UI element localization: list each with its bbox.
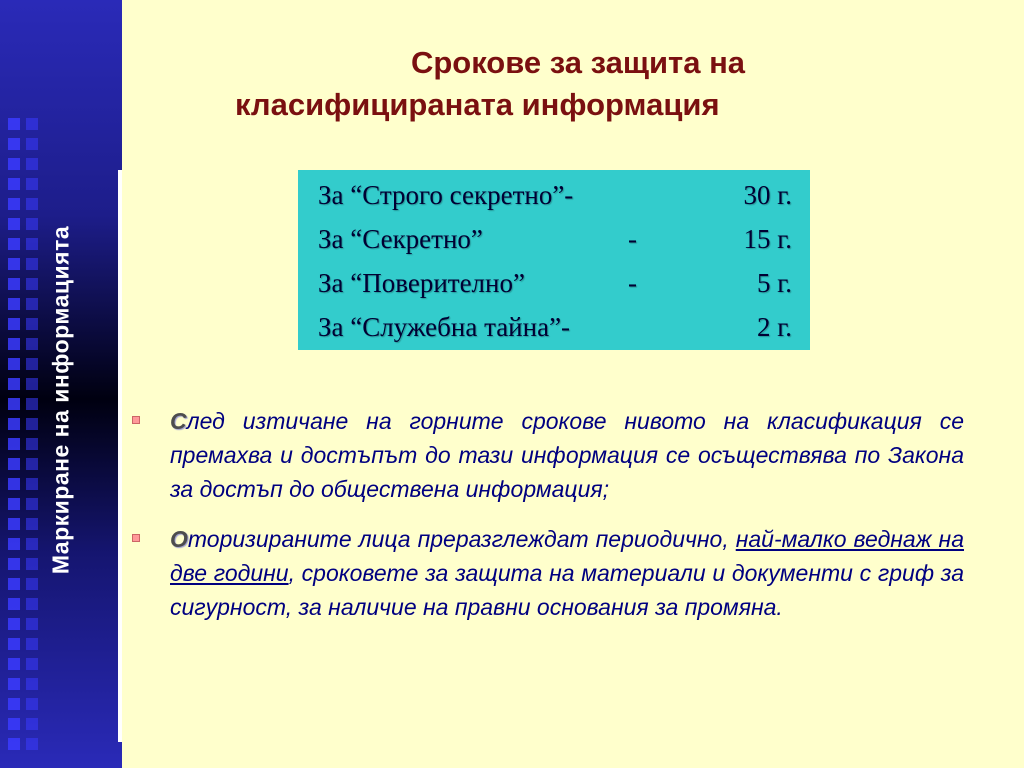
panel-divider <box>118 170 122 742</box>
underlined-emphasis: най-малко веднаж на две години <box>170 526 964 586</box>
bullet-body: лед изтичане на горните срокове нивото на класификация се премахва и достъпът до тази информация се осъществява по Закона за достъп до обществена информация; <box>170 408 964 502</box>
sidebar-title: Маркиране на информацията <box>47 225 74 575</box>
term-label: За “Строго секретно”- <box>318 180 574 210</box>
table-row <box>318 174 792 218</box>
drop-cap: С <box>170 408 187 434</box>
page-title-line-2: класифицираната информация <box>235 87 720 122</box>
table-row <box>318 306 792 350</box>
page-title <box>150 42 990 126</box>
term-dash: - <box>628 224 637 254</box>
bullet-body-end: , сроковете за защита на материали и документи с гриф за сигурност, за наличие на правни основания за промяна. <box>170 560 964 620</box>
bullet-text <box>170 522 964 624</box>
decorative-squares <box>8 118 20 758</box>
term-value: 5 г. <box>756 268 792 298</box>
drop-cap: О <box>170 526 188 552</box>
bullet-text <box>170 404 964 506</box>
table-row <box>318 218 792 262</box>
term-value: 15 г. <box>743 224 792 254</box>
table-row <box>318 262 792 306</box>
term-value: 2 г. <box>756 312 792 342</box>
term-label: За “Служебна тайна”- <box>318 312 571 342</box>
sidebar <box>0 0 122 768</box>
bullet-list <box>128 404 964 640</box>
term-label: За “Поверително” <box>318 268 525 298</box>
bullet-body: торизираните лица преразглеждат периодично, <box>187 526 736 552</box>
bullet-square-icon <box>132 534 140 542</box>
term-label: За “Секретно” <box>318 224 483 254</box>
term-value: 30 г. <box>743 180 792 210</box>
decorative-squares-secondary <box>26 118 38 758</box>
term-dash: - <box>628 268 637 298</box>
bullet-square-icon <box>132 416 140 424</box>
list-item <box>128 522 964 624</box>
protection-terms-table <box>298 170 810 350</box>
page-title-line-1: Срокове за защита на <box>410 45 746 80</box>
list-item <box>128 404 964 506</box>
